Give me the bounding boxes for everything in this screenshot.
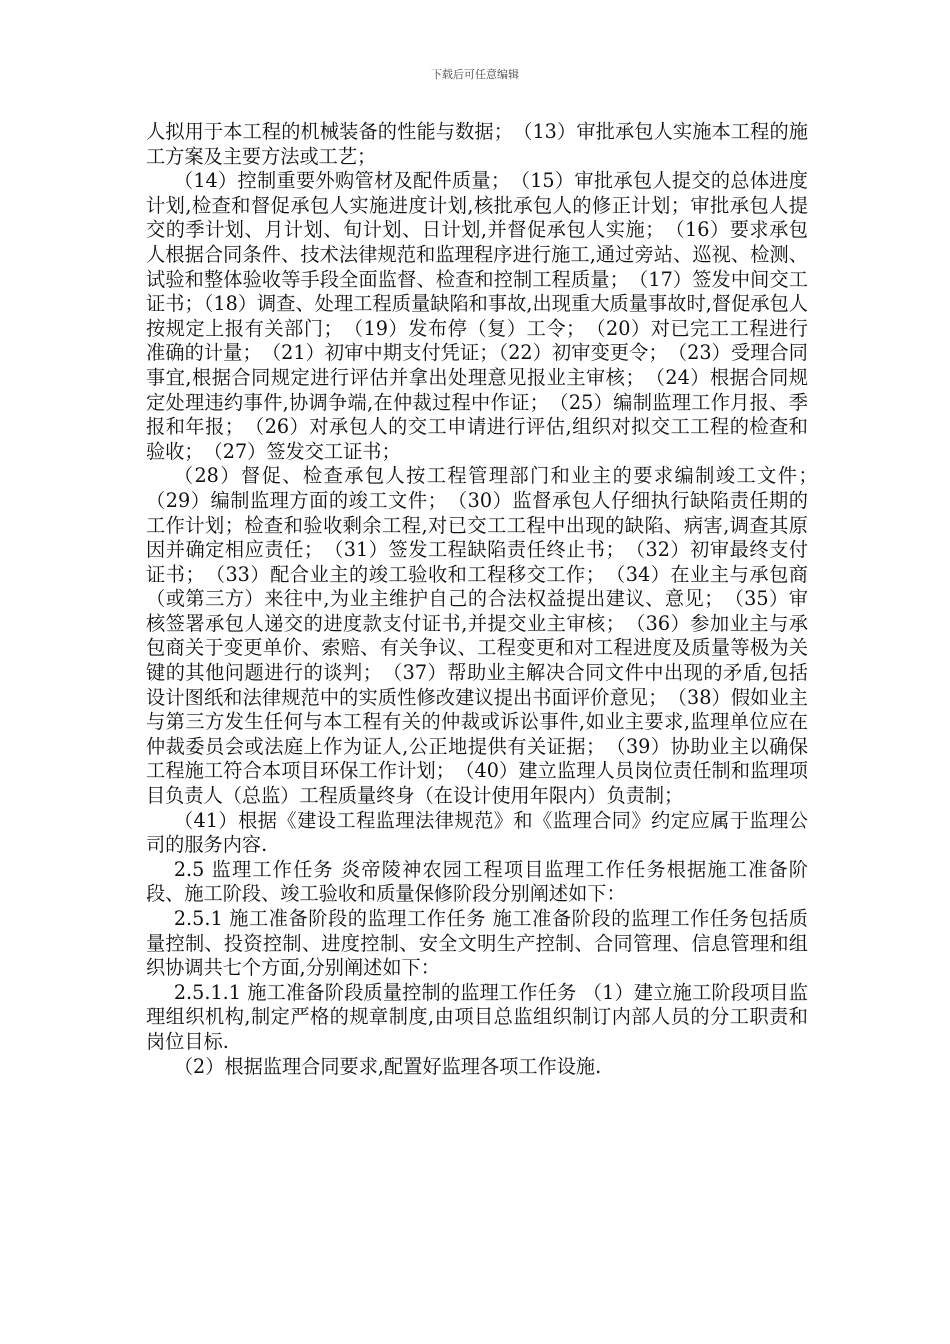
section-2-5-1: 2.5.1 施工准备阶段的监理工作任务 施工准备阶段的监理工作任务包括质量控制、投资控制、进度控制、安全文明生产控制、合同管理、信息管理和组织协调共七个方面,分别阐述如下： — [146, 907, 808, 980]
section-2-5-1-1: 2.5.1.1 施工准备阶段质量控制的监理工作任务 （1）建立施工阶段项目监理组织机构,制定严格的规章制度,由项目总监组织制订内部人员的分工职责和岗位目标. — [146, 980, 808, 1053]
section-2-5: 2.5 监理工作任务 炎帝陵神农园工程项目监理工作任务根据施工准备阶段、施工阶段、竣工验收和质量保修阶段分别阐述如下： — [146, 857, 808, 906]
paragraph-item-41: （41）根据《建设工程监理法律规范》和《监理合同》约定应属于监理公司的服务内容. — [146, 808, 808, 857]
paragraph-continuation: 人拟用于本工程的机械装备的性能与数据； （13）审批承包人实施本工程的施工方案及主要方法或工艺； — [146, 120, 808, 168]
document-body — [146, 120, 828, 1079]
page-header: 下载后可任意编辑 — [431, 68, 519, 81]
paragraph-items-28-40: （28）督促、检查承包人按工程管理部门和业主的要求编制竣工文件； （29）编制监理方面的竣工文件； （30）监督承包人仔细执行缺陷责任期的工作计划；检查和验收剩余工程,对已交工工程中出现的缺陷、病害,调查其原因并确定相应责任； （31）签发工程缺陷责任终止书； （32）初审最终支付证书； （33）配合业主的竣工验收和工程移交工作； （34）在业主与承包商（或第三方）来往中,为业主维护自己的合法权益提出建议、意见； （35）审核签署承包人递交的进度款支付证书,并提交业主审核； （36）参加业主与承包商关于变更单价、索赔、有关争议、工程变更和对工程进度及质量等极为关键的其他问题进行的谈判； （37）帮助业主解决合同文件中出现的矛盾,包括设计图纸和法律规范中的实质性修改建议提出书面评价意见； （38）假如业主与第三方发生任何与本工程有关的仲裁或诉讼事件,如业主要求,监理单位应在仲裁委员会或法庭上作为证人,公正地提供有关证据； （39）协助业主以确保工程施工符合本项目环保工作计划； （40）建立监理人员岗位责任制和监理项目负责人（总监）工程质量终身（在设计使用年限内）负责制； — [146, 464, 828, 808]
paragraph-items-14-27: （14）控制重要外购管材及配件质量； （15）审批承包人提交的总体进度计划,检查和督促承包人实施进度计划,核批承包人的修正计划；审批承包人提交的季计划、月计划、旬计划、日计划,并督促承包人实施； （16）要求承包人根据合同条件、技术法律规范和监理程序进行施工,通过旁站、巡视、检测、试验和整体验收等手段全面监督、检查和控制工程质量； （17）签发中间交工证书；（18）调查、处理工程质量缺陷和事故,出现重大质量事故时,督促承包人按规定上报有关部门； （19）发布停（复）工令； （20）对已完工工程进行准确的计量； （21）初审中期支付凭证；（22）初审变更令； （23）受理合同事宜,根据合同规定进行评估并拿出处理意见报业主审核； （24）根据合同规定处理违约事件,协调争端,在仲裁过程中作证； （25）编制监理工作月报、季报和年报； （26）对承包人的交工申请进行评估,组织对拟交工工程的检查和验收； （27）签发交工证书； — [146, 169, 808, 463]
paragraph-item-2: （2）根据监理合同要求,配置好监理各项工作设施. — [173, 1054, 602, 1078]
